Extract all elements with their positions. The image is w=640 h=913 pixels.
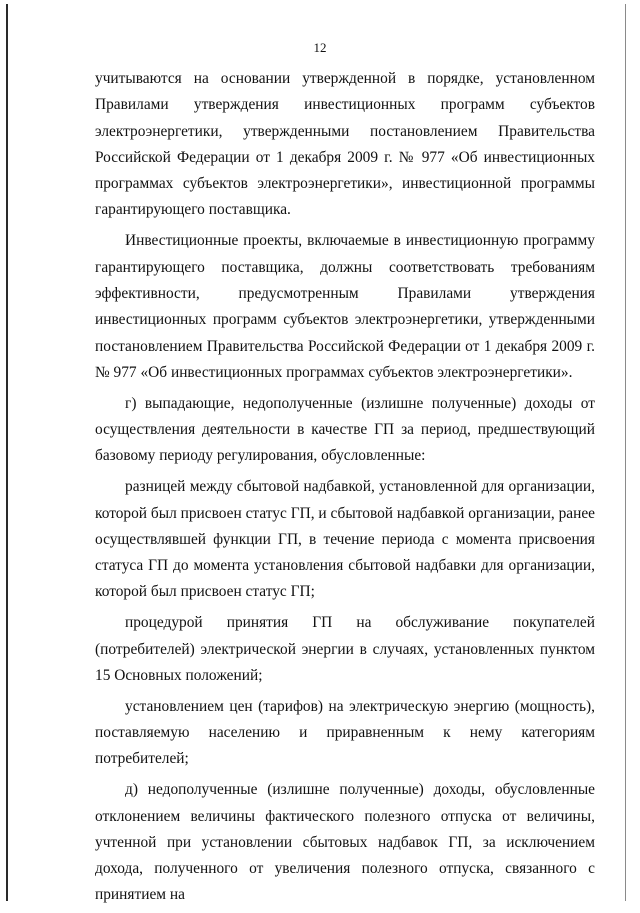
page-number: 12 [313,40,327,55]
paragraph-2: Инвестиционные проекты, включаемые в инвестиционную программу гарантирующего поставщика, должны соответствовать требованиям эффективности, предусмотренным Правилами утверждения инвестиционных программ субъектов электроэнергетики, утвержденными постановлением Правительства Российской Федерации от 1 декабря 2009 г. № 977 «Об инвестиционных программах субъектов электроэнергетики». [95,232,595,381]
paragraph-7: д) недополученные (излишне полученные) доходы, обусловленные отклонением величины фактического полезного отпуска от величины, учтенной при установлении сбытовых надбавок ГП, за исключением дохода, полученного от увеличения полезного отпуска, связанного с принятием на [95,781,595,904]
paragraph-5: процедурой принятия ГП на обслуживание покупателей (потребителей) электрической энергии в случаях, установленных пунктом 15 Основных положений; [95,614,595,684]
paragraph-4: разницей между сбытовой надбавкой, установленной для организации, которой был присвоен статус ГП, и сбытовой надбавкой организации, ранее осуществлявшей функции ГП, в течение периода с момента присвоения статуса ГП до момента установления сбытовой надбавки для организации, которой был присвоен статус ГП; [95,478,595,601]
paragraph-1: учитываются на основании утвержденной в порядке, установленном Правилами утверждения инвестиционных программ субъектов электроэнергетики, утвержденными постановлением Правительства Российской Федерации от 1 декабря 2009 г. № 977 «Об инвестиционных программах субъектов электроэнергетики», инвестиционной программы гарантирующего поставщика. [95,70,595,219]
paragraph-3: г) выпадающие, недополученные (излишне полученные) доходы от осуществления деятельности в качестве ГП за период, предшествующий базовому периоду регулирования, обусловленные: [95,394,595,465]
paragraph-6: установлением цен (тарифов) на электрическую энергию (мощность), поставляемую населению и приравненным к нему категориям потребителей; [95,697,595,768]
document-body [95,66,595,913]
